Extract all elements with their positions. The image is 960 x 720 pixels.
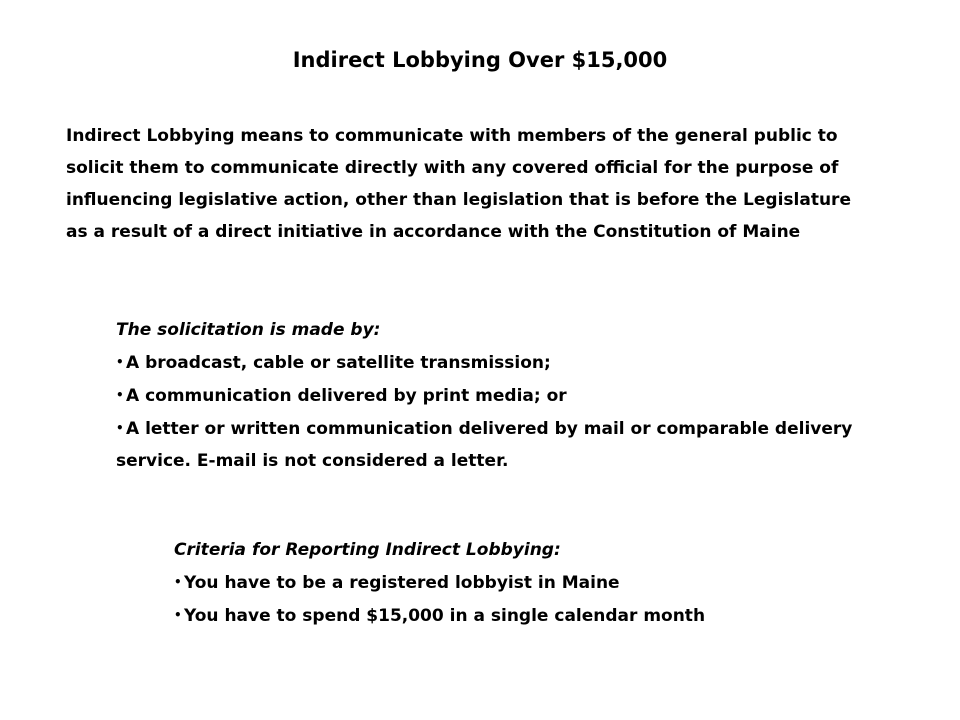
bullet-icon: •	[174, 575, 182, 589]
bullet-icon: •	[174, 608, 182, 622]
criteria-heading: Criteria for Reporting Indirect Lobbying:	[174, 540, 561, 560]
bullet-icon: •	[116, 421, 124, 435]
list-item	[116, 412, 886, 477]
list-item	[116, 379, 886, 412]
definition-paragraph: Indirect Lobbying means to communicate with members of the general public to solicit them to communicate directly with any covered official for the purpose of influencing legislative action, other than legislation that is before the Legislature as a result of a direct initiative in accordance with the Constitution of Maine	[66, 126, 851, 242]
list-item	[174, 566, 874, 599]
list-item-text: A letter or written communication delivered by mail or comparable delivery service. E-mail is not considered a letter.	[116, 419, 853, 471]
list-item-text: A communication delivered by print media; or	[126, 386, 567, 406]
bullet-icon: •	[116, 388, 124, 402]
list-item	[116, 346, 886, 379]
criteria-section	[174, 534, 874, 632]
bullet-icon: •	[116, 355, 124, 369]
list-item-text: You have to spend $15,000 in a single calendar month	[184, 606, 706, 626]
solicitation-list	[116, 346, 886, 477]
criteria-list	[174, 566, 874, 632]
list-item-text: You have to be a registered lobbyist in Maine	[184, 573, 620, 593]
slide-title: Indirect Lobbying Over $15,000	[292, 48, 668, 72]
solicitation-heading: The solicitation is made by:	[116, 320, 381, 340]
list-item	[174, 599, 874, 632]
solicitation-section	[116, 314, 886, 477]
list-item-text: A broadcast, cable or satellite transmission;	[126, 353, 551, 373]
